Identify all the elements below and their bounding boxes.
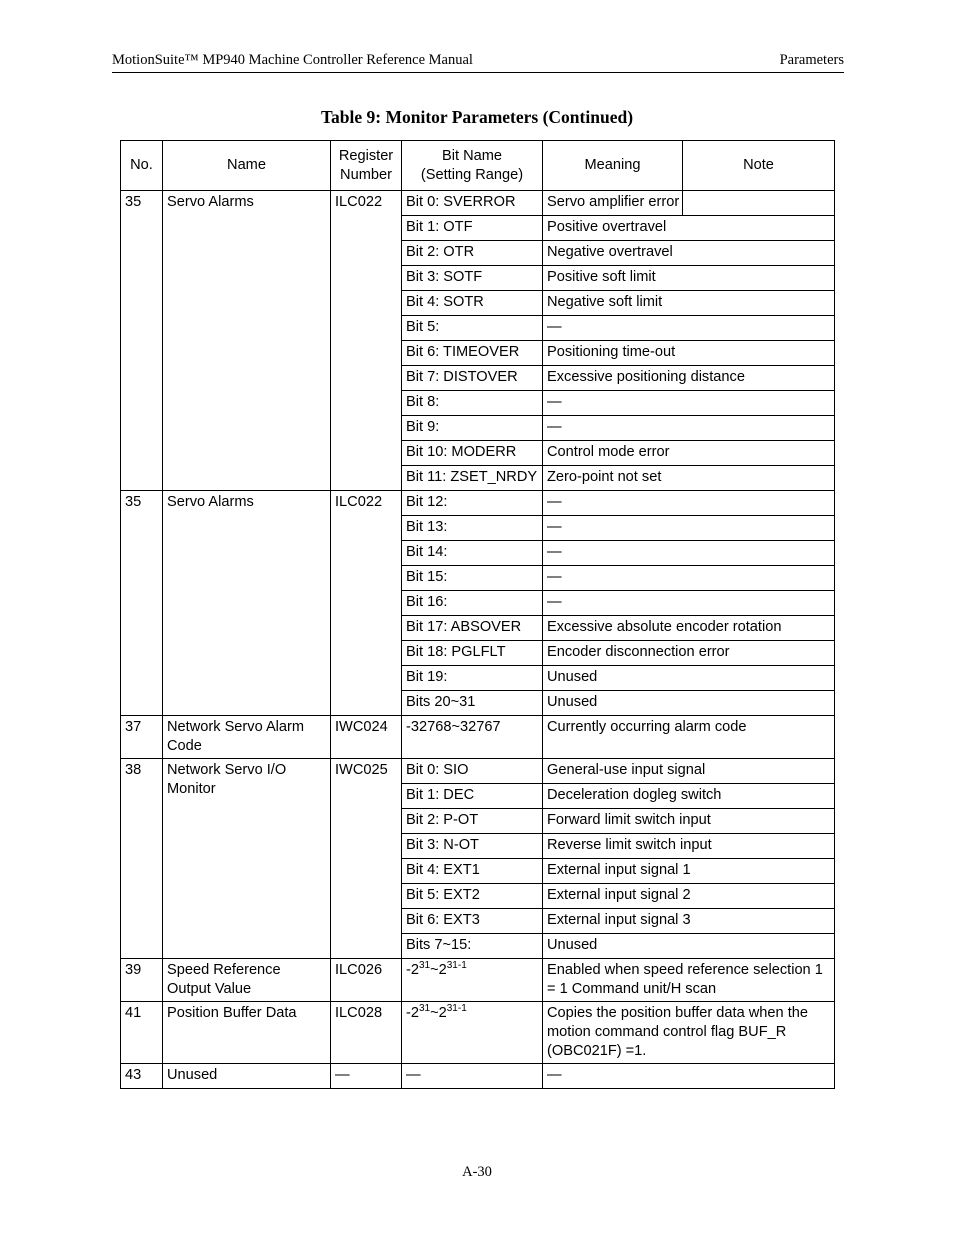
param-number: 35 [121,191,163,491]
meaning: — [543,516,835,541]
bit-name: Bit 3: SOTF [402,266,543,291]
meaning: Zero-point not set [543,466,835,491]
meaning: Positive overtravel [543,216,835,241]
param-number: 37 [121,716,163,759]
range-exponent: 31 [418,960,431,971]
meaning: Deceleration dogleg switch [543,784,835,809]
meaning: — [543,541,835,566]
bit-name: Bit 12: [402,491,543,516]
meaning: Unused [543,666,835,691]
bit-name: Bit 7: DISTOVER [402,366,543,391]
range-base: ~2 [430,1005,447,1021]
table-header-row [121,141,835,191]
meaning: Positive soft limit [543,266,835,291]
bit-name: Bit 6: EXT3 [402,909,543,934]
table-row [121,959,835,1002]
param-name: Network Servo Alarm Code [163,716,331,759]
bit-name: Bit 0: SVERROR [402,191,543,216]
meaning: Excessive absolute encoder rotation [543,616,835,641]
meaning: — [543,316,835,341]
register-number: — [331,1064,402,1089]
running-header [112,52,844,73]
meaning: External input signal 1 [543,859,835,884]
param-number: 41 [121,1002,163,1064]
bit-name: Bit 1: DEC [402,784,543,809]
page-number: A-30 [462,1164,492,1180]
meaning: Positioning time-out [543,341,835,366]
bit-name: Bit 9: [402,416,543,441]
bit-name: Bit 4: EXT1 [402,859,543,884]
param-name: Servo Alarms [163,191,331,491]
table-row [121,716,835,759]
range-base: ~2 [430,962,447,978]
bit-name: — [402,1064,543,1089]
bit-name: Bit 8: [402,391,543,416]
bit-name: Bits 20~31 [402,691,543,716]
param-name: Position Buffer Data [163,1002,331,1064]
table-row [121,491,835,516]
col-header-name: Name [163,141,331,191]
col-header-no: No. [121,141,163,191]
range-base: -2 [406,962,419,978]
meaning: Reverse limit switch input [543,834,835,859]
param-name: Speed Reference Output Value [163,959,331,1002]
param-number: 43 [121,1064,163,1089]
meaning: Servo amplifier error [543,191,683,216]
register-number: ILC028 [331,1002,402,1064]
bit-name: Bit 14: [402,541,543,566]
param-name: Network Servo I/O Monitor [163,759,331,959]
col-header-meaning: Meaning [543,141,683,191]
param-name: Unused [163,1064,331,1089]
range-exponent: 31 [418,1003,431,1014]
meaning: Unused [543,934,835,959]
param-name: Servo Alarms [163,491,331,716]
param-number: 35 [121,491,163,716]
table-row [121,191,835,216]
bit-name: Bit 0: SIO [402,759,543,784]
bit-name: Bit 4: SOTR [402,291,543,316]
param-number: 38 [121,759,163,959]
bit-name [402,1002,543,1064]
bit-name: Bit 5: [402,316,543,341]
bit-name: Bits 7~15: [402,934,543,959]
meaning: General-use input signal [543,759,835,784]
table-caption: Table 9: Monitor Parameters (Continued) [320,107,634,127]
meaning: Encoder disconnection error [543,641,835,666]
note [683,191,835,216]
meaning: — [543,1064,835,1089]
meaning: — [543,416,835,441]
meaning: Copies the position buffer data when the motion command control flag BUF_R (OBC021F) =1. [543,1002,835,1064]
meaning: — [543,566,835,591]
register-number: IWC024 [331,716,402,759]
bit-name: Bit 19: [402,666,543,691]
meaning: Forward limit switch input [543,809,835,834]
meaning: — [543,391,835,416]
meaning: External input signal 2 [543,884,835,909]
bit-name: Bit 10: MODERR [402,441,543,466]
range-exponent: 31-1 [446,960,467,971]
table-row [121,1064,835,1089]
register-number: ILC022 [331,191,402,491]
col-header-bit-name: Bit Name (Setting Range) [402,141,543,191]
monitor-parameters-table [120,140,835,1089]
bit-name: Bit 17: ABSOVER [402,616,543,641]
meaning: Currently occurring alarm code [543,716,835,759]
bit-name: Bit 11: ZSET_NRDY [402,466,543,491]
meaning: Unused [543,691,835,716]
bit-name: Bit 13: [402,516,543,541]
meaning: Negative soft limit [543,291,835,316]
col-header-note: Note [683,141,835,191]
section-title: Parameters [779,52,844,68]
meaning: Excessive positioning distance [543,366,835,391]
table-row [121,759,835,784]
bit-name: Bit 6: TIMEOVER [402,341,543,366]
manual-title: MotionSuite™ MP940 Machine Controller Reference Manual [112,52,473,68]
bit-name: Bit 2: P-OT [402,809,543,834]
register-number: ILC022 [331,491,402,716]
meaning: Control mode error [543,441,835,466]
range-exponent: 31-1 [446,1003,467,1014]
bit-name [402,959,543,1002]
meaning: — [543,591,835,616]
bit-name: Bit 15: [402,566,543,591]
bit-name: Bit 16: [402,591,543,616]
meaning: Enabled when speed reference selection 1 = 1 Command unit/H scan [543,959,835,1002]
register-number: IWC025 [331,759,402,959]
col-header-register: Register Number [331,141,402,191]
bit-name: Bit 18: PGLFLT [402,641,543,666]
meaning: — [543,491,835,516]
meaning: Negative overtravel [543,241,835,266]
bit-name: Bit 2: OTR [402,241,543,266]
meaning: External input signal 3 [543,909,835,934]
bit-name: -32768~32767 [402,716,543,759]
table-row [121,1002,835,1064]
bit-name: Bit 3: N-OT [402,834,543,859]
bit-name: Bit 1: OTF [402,216,543,241]
param-number: 39 [121,959,163,1002]
range-base: -2 [406,1005,419,1021]
bit-name: Bit 5: EXT2 [402,884,543,909]
register-number: ILC026 [331,959,402,1002]
